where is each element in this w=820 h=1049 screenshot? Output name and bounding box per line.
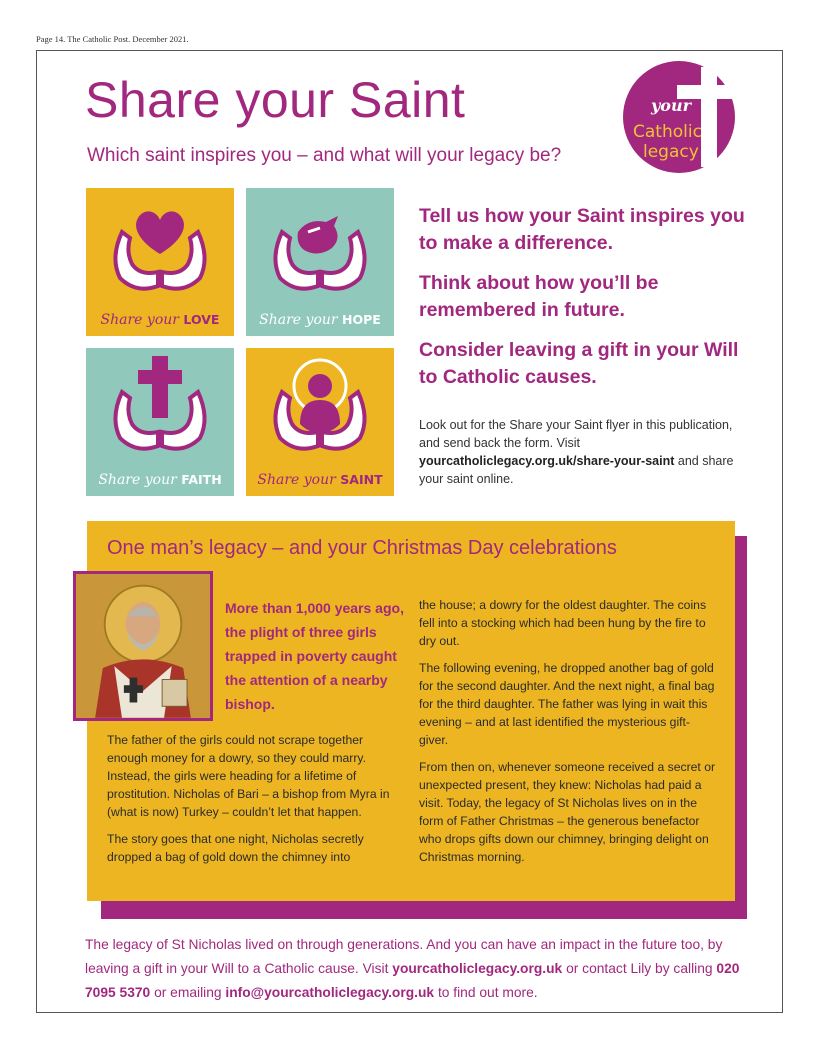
catholic-legacy-logo bbox=[621, 59, 737, 175]
tile-share-hope bbox=[246, 188, 394, 336]
story-column-1: The father of the girls could not scrape together enough money for a dowry, so they could marry. Instead, the girls were heading for a lifetime of prostitution. Nicholas of Bari – a bishop from Myra in (what is now) Turkey – couldn’t let that happen. The story goes that one night, Nicholas secretly dropped a bag of gold down the chimney into bbox=[107, 733, 390, 864]
headline-3: Consider leaving a gift in your Will to Catholic causes. bbox=[419, 339, 739, 388]
headline-1: Tell us how your Saint inspires you to make a difference. bbox=[419, 205, 745, 254]
headlines bbox=[419, 203, 749, 404]
footer-phone[interactable]: 020 7095 5370 bbox=[85, 961, 740, 1000]
footer-email[interactable]: info@yourcatholiclegacy.org.uk bbox=[225, 985, 435, 1000]
logo-line3: legacy bbox=[643, 142, 699, 162]
headline-2: Think about how you’ll be remembered in future. bbox=[419, 272, 659, 321]
story-column-2: the house; a dowry for the oldest daughter. The coins fell into a stocking which had been hung by the fire to dry out. The following evening, he dropped another bag of gold for the second daughter. And the next night, a final bag for the third daughter. The father was lying in wait this evening – and at last identified the mysterious gift-giver. From then on, whenever someone received a secret or unexpected present, they knew: Nicholas had paid a visit. Today, the legacy of St Nicholas lives on in the form of Father Christmas – the generous benefactor who drops gifts down our chimney, bringing delight on Christmas morning. bbox=[419, 598, 716, 864]
story-title: One man’s legacy – and your Christmas Day celebrations bbox=[107, 537, 617, 559]
share-saint-url[interactable]: yourcatholiclegacy.org.uk/share-your-saint bbox=[419, 454, 675, 468]
tile-saint-caption: Share your SAINT bbox=[257, 472, 383, 488]
tile-love-caption: Share your LOVE bbox=[100, 312, 220, 328]
tile-faith-caption: Share your FAITH bbox=[98, 472, 222, 488]
logo-line1: your bbox=[651, 96, 692, 115]
page-title: Share your Saint bbox=[85, 72, 466, 128]
tile-share-faith bbox=[86, 348, 234, 496]
logo-line2: Catholic bbox=[633, 122, 702, 142]
story-intro: More than 1,000 years ago, the plight of three girls trapped in poverty caught the attention of a nearby bishop. bbox=[225, 600, 404, 712]
tile-share-love bbox=[86, 188, 234, 336]
advert-frame bbox=[36, 50, 783, 1013]
story-panel bbox=[87, 521, 735, 901]
running-head: Page 14. The Catholic Post. December 2021. bbox=[36, 34, 189, 44]
flyer-info: Look out for the Share your Saint flyer in this publication, and send back the form. Visit yourcatholiclegacy.org.uk/share-your-saint and share your saint online. bbox=[419, 418, 734, 486]
tile-share-saint bbox=[246, 348, 394, 496]
footer-url[interactable]: yourcatholiclegacy.org.uk bbox=[392, 961, 563, 976]
page-subtitle: Which saint inspires you – and what will your legacy be? bbox=[87, 145, 562, 166]
tile-hope-caption: Share your HOPE bbox=[259, 312, 381, 328]
st-nicholas-icon-image bbox=[73, 571, 213, 721]
footer-call-to-action: The legacy of St Nicholas lived on through generations. And you can have an impact in the future too, by leaving a gift in your Will to a Catholic cause. Visit yourcatholiclegacy.org.uk or contact Lily by calling 020 7095 5370 or emailing info@yourcatholiclegacy.org.uk to find out more. bbox=[85, 937, 740, 1000]
